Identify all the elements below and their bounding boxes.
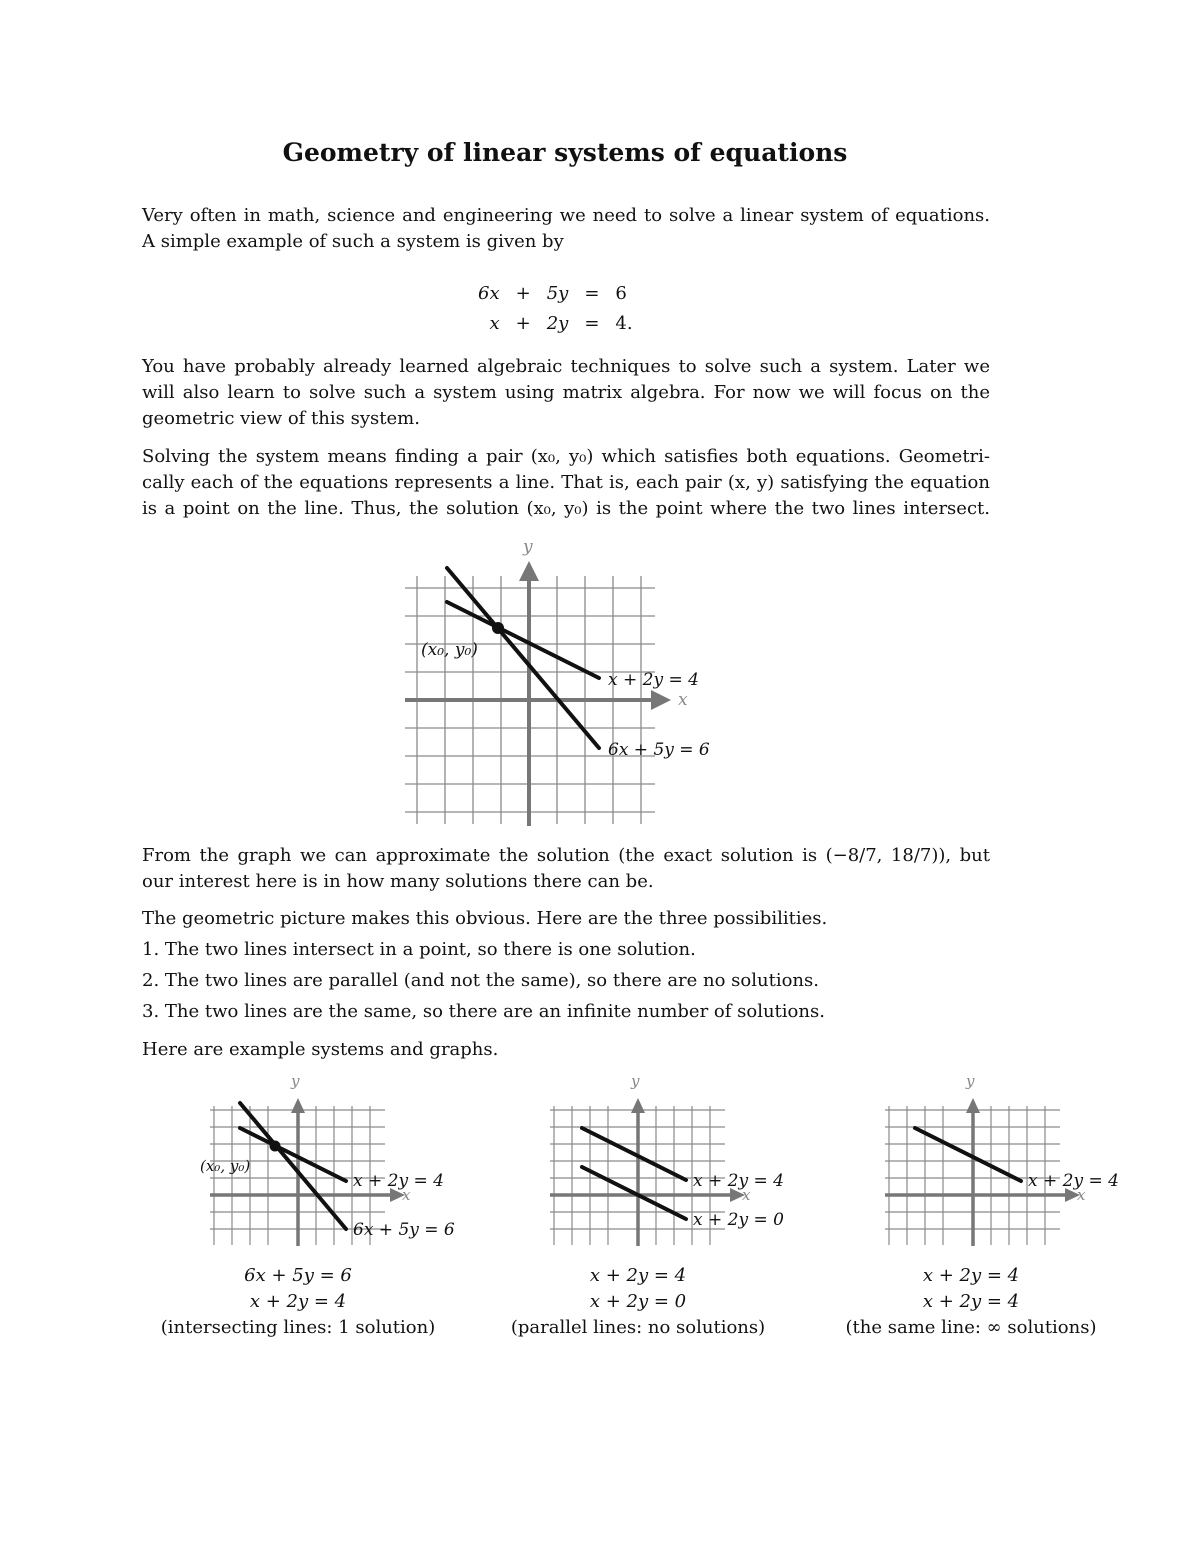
caption-description: (the same line: ∞ solutions) — [845, 1317, 1097, 1338]
y-axis-arrowhead — [966, 1098, 980, 1113]
point-label: (x₀, y₀) — [421, 640, 478, 660]
para3-line-1: Solving the system means finding a pair (x₀, y₀) which satisfies both equations. Geometri- — [142, 446, 990, 467]
caption-equation: x + 2y = 4 — [249, 1291, 347, 1312]
line-x-plus-2y-eq-4 — [582, 1128, 686, 1180]
rhs-value: 4. — [615, 312, 633, 334]
possibility-item: 2. The two lines are parallel (and not the same), so there are no solutions. — [142, 970, 819, 991]
equation-system — [470, 278, 641, 338]
point-label: (x₀, y₀) — [200, 1157, 251, 1175]
y-axis-label: y — [966, 1072, 975, 1090]
para2-line-2: will also learn to solve such a system using matrix algebra. For now we will focus on the — [142, 382, 990, 403]
equation-row-1 — [470, 278, 641, 308]
equals-sign: = — [584, 312, 600, 334]
example-caption-parallel — [478, 1263, 798, 1341]
example-caption-intersecting — [138, 1263, 458, 1341]
caption-description: (parallel lines: no solutions) — [510, 1317, 766, 1338]
example-graph-same-line — [865, 1068, 1155, 1248]
para2-line-3: geometric view of this system. — [142, 408, 420, 429]
examples-intro: Here are example systems and graphs. — [142, 1039, 499, 1060]
x-axis-label: x — [1077, 1186, 1086, 1204]
x-axis-arrowhead — [651, 690, 671, 710]
y-axis-label: y — [523, 537, 533, 557]
line-x-plus-2y-eq-4 — [240, 1128, 346, 1181]
caption-equation: x + 2y = 4 — [922, 1265, 1020, 1286]
y-axis-label: y — [291, 1072, 300, 1090]
para2-line-1: You have probably already learned algebraic techniques to solve such a system. Later we — [142, 356, 990, 377]
line2-label: 6x + 5y = 6 — [608, 740, 710, 760]
example-graph-intersecting — [190, 1068, 480, 1248]
techniques-paragraph — [142, 354, 990, 432]
line1-label: x + 2y = 4 — [353, 1171, 444, 1191]
para4-line-1: From the graph we can approximate the solution (the exact solution is (−8/7, 18/7)), but — [142, 845, 990, 866]
x-axis-label: x — [402, 1186, 411, 1204]
caption-equation: x + 2y = 4 — [922, 1291, 1020, 1312]
x-axis-label: x — [742, 1186, 751, 1204]
line-6x-plus-5y-eq-6 — [240, 1103, 346, 1229]
line2-label: 6x + 5y = 6 — [353, 1220, 455, 1240]
caption-description: (intersecting lines: 1 solution) — [160, 1317, 436, 1338]
operator: + — [515, 282, 531, 304]
solution-paragraph — [142, 444, 990, 522]
equation-row-2 — [470, 308, 641, 338]
operator: + — [515, 312, 531, 334]
equals-sign: = — [584, 282, 600, 304]
caption-equation: 6x + 5y = 6 — [244, 1265, 352, 1286]
y-axis-arrowhead — [631, 1098, 645, 1113]
para3-line-3: is a point on the line. Thus, the solution (x₀, y₀) is the point where the two lines intersect. — [142, 498, 990, 519]
example-caption-same-line — [811, 1263, 1131, 1341]
y-axis-arrowhead — [291, 1098, 305, 1113]
intro-line-1: Very often in math, science and engineering we need to solve a linear system of equations. — [142, 205, 990, 226]
line1-label: x + 2y = 4 — [1028, 1171, 1119, 1191]
caption-equation: x + 2y = 0 — [589, 1291, 687, 1312]
intersection-point — [492, 622, 504, 634]
caption-equation: x + 2y = 4 — [589, 1265, 687, 1286]
line1-label: x + 2y = 4 — [608, 670, 699, 690]
y-axis-label: y — [631, 1072, 640, 1090]
page-title: Geometry of linear systems of equations — [282, 138, 848, 167]
line2-label: x + 2y = 0 — [693, 1210, 784, 1230]
y-axis-arrowhead — [519, 561, 539, 581]
possibility-item: 1. The two lines intersect in a point, so there is one solution. — [142, 939, 696, 960]
term: 2y — [546, 312, 569, 334]
intro-line-2: A simple example of such a system is given by — [142, 231, 564, 252]
example-graph-parallel — [530, 1068, 820, 1248]
para3-line-2: cally each of the equations represents a line. That is, each pair (x, y) satisfying the equation — [142, 472, 990, 493]
axes — [405, 576, 656, 826]
line-x-plus-2y-eq-4 — [915, 1128, 1021, 1181]
possibilities-intro: The geometric picture makes this obvious. Here are the three possibilities. — [142, 908, 828, 929]
term: 5y — [546, 282, 569, 304]
main-graph — [380, 530, 730, 830]
para4-line-2: our interest here is in how many solutions there can be. — [142, 871, 654, 892]
term: 6x — [478, 282, 500, 304]
possibility-item: 3. The two lines are the same, so there are an infinite number of solutions. — [142, 1001, 825, 1022]
x-axis-label: x — [678, 690, 688, 710]
term: x — [489, 312, 500, 334]
line1-label: x + 2y = 4 — [693, 1171, 784, 1191]
approximation-paragraph — [142, 843, 990, 895]
intro-paragraph — [142, 203, 990, 255]
line-x-plus-2y-eq-0 — [582, 1167, 686, 1219]
intersection-point — [270, 1141, 281, 1152]
rhs-value: 6 — [615, 282, 627, 304]
